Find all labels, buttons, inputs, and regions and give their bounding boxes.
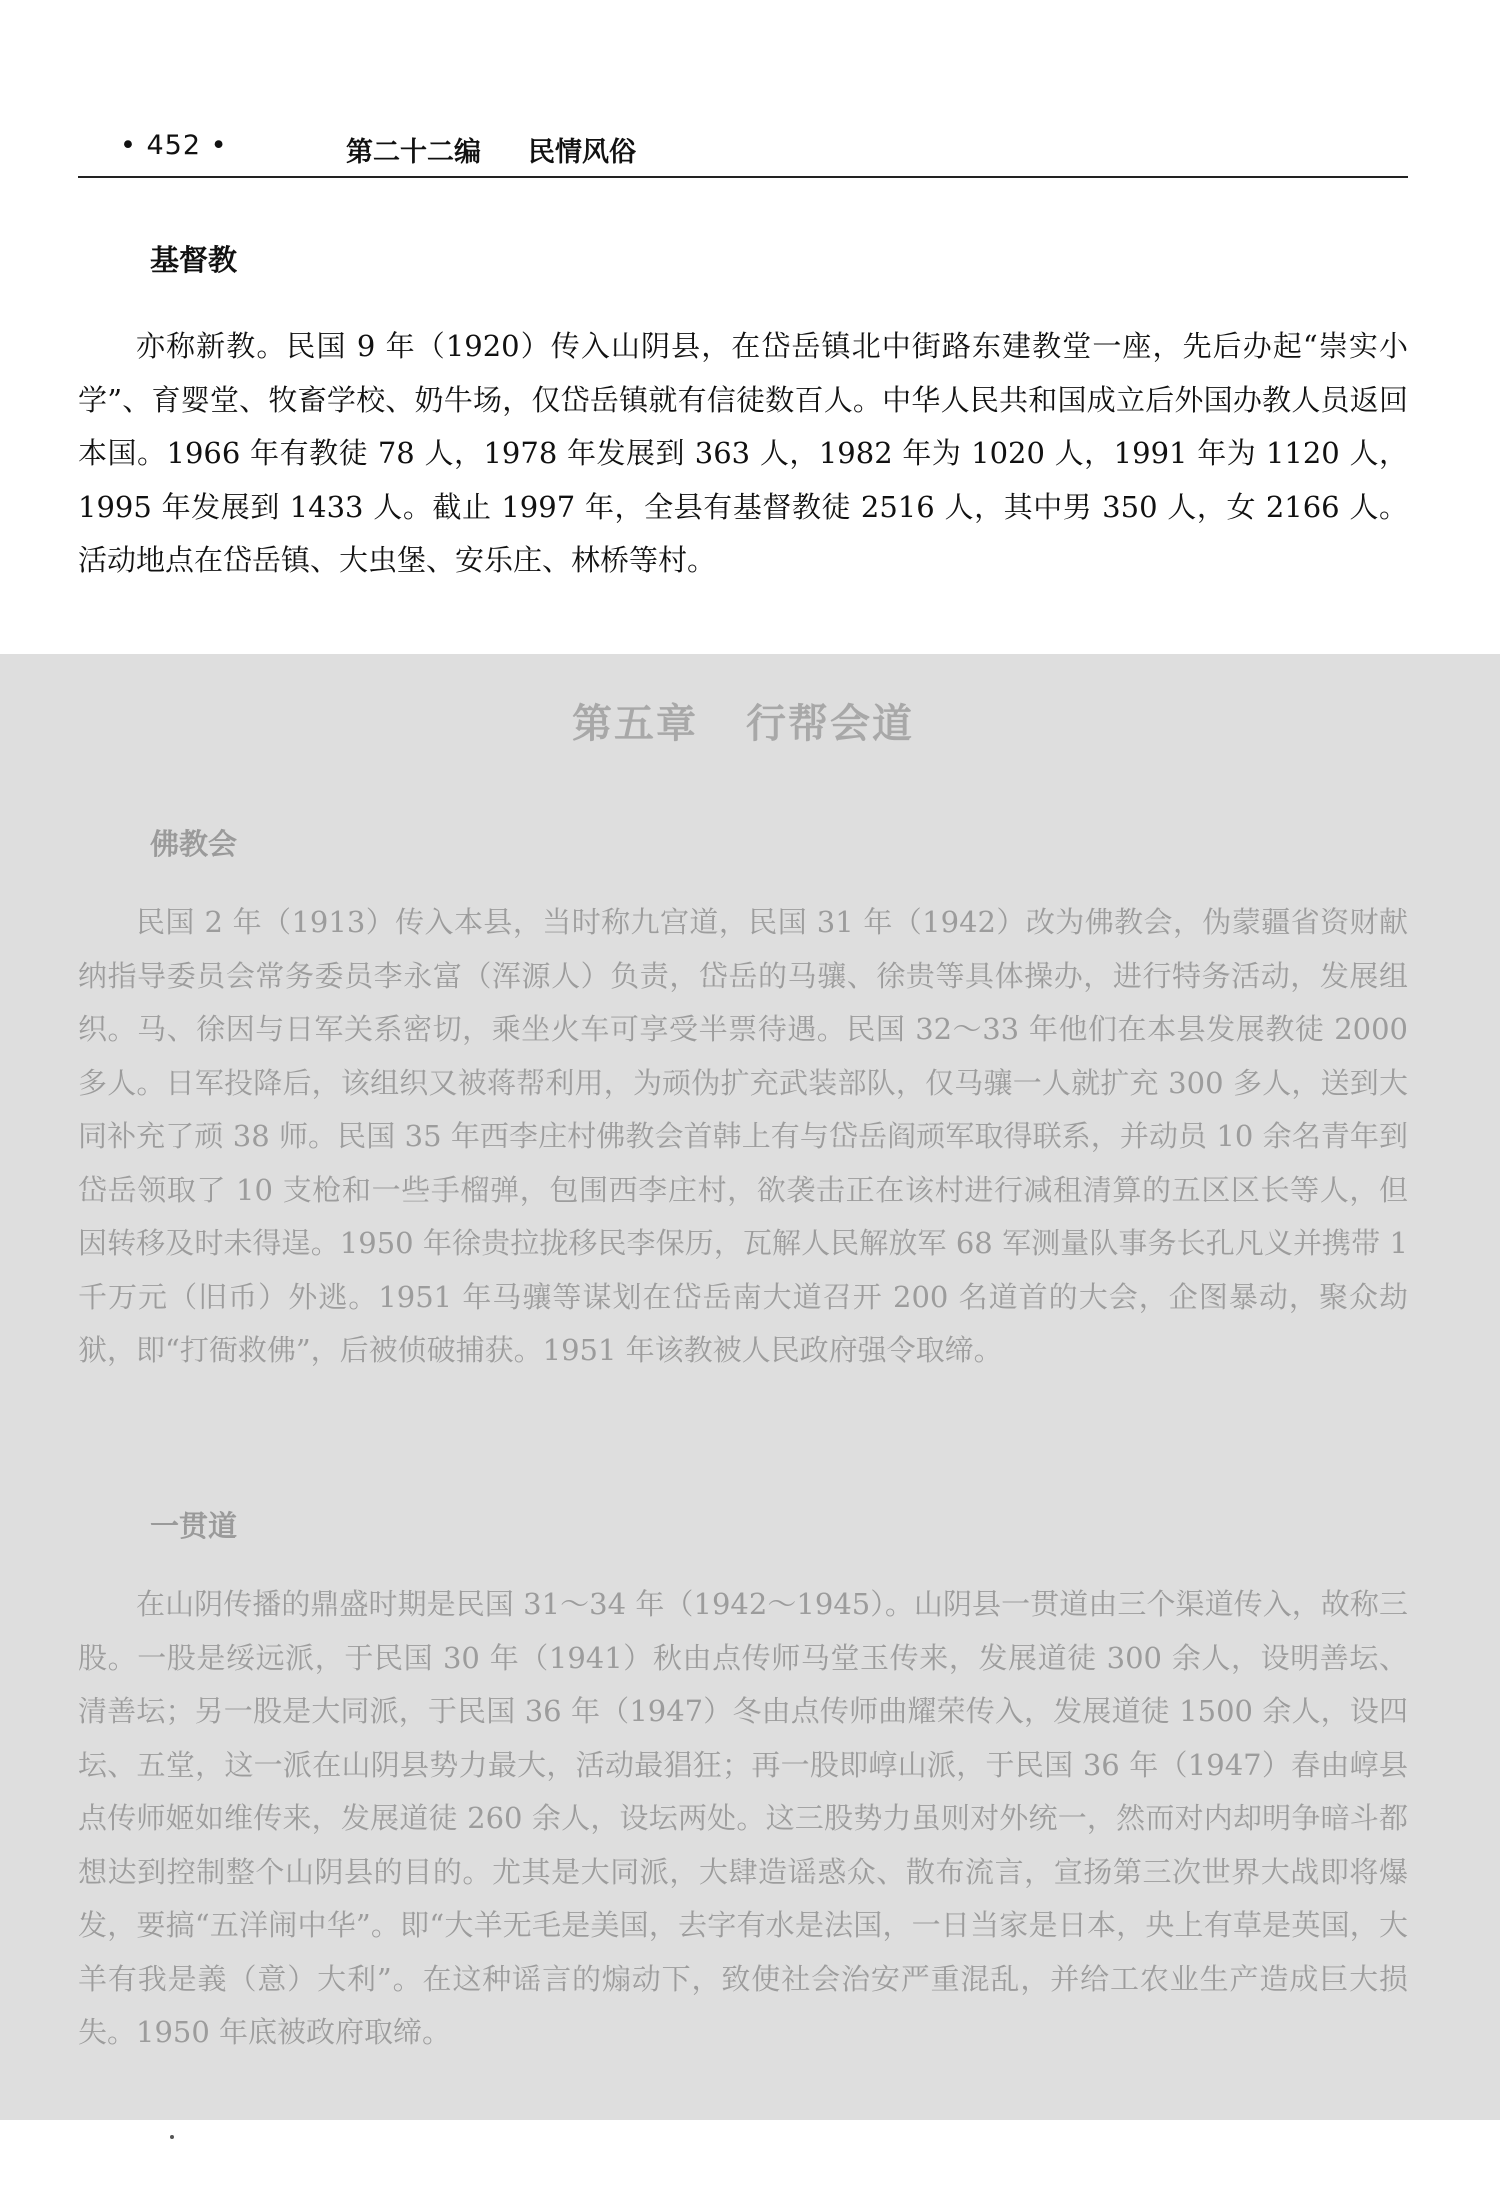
chapter-name: 行帮会道 — [746, 701, 914, 747]
chapter-title — [78, 692, 1408, 749]
christianity-title: 基督教 — [150, 243, 238, 277]
part-title: 第二十二编 — [346, 137, 481, 168]
page-header — [78, 126, 1408, 178]
christianity-body: 亦称新教。民国 9 年（1920）传入山阴县，在岱岳镇北中街路东建教堂一座，先后办起“崇实小学”、育婴堂、牧畜学校、奶牛场，仅岱岳镇就有信徒数百人。中华人民共和国成立后外国办教人员返回本国。1966 年有教徒 78 人，1978 年发展到 363 人，1982 年为 1020 人，1991 年为 1120 人，1995 年发展到 1433 人。截止 1997 年，全县有基督教徒 2516 人，其中男 350 人，女 2166 人。活动地点在岱岳镇、大虫堡、安乐庄、林桥等村。 — [78, 329, 1408, 577]
buddhist-society-body: 民国 2 年（1913）传入本县，当时称九宫道，民国 31 年（1942）改为佛教会，伪蒙疆省资财献纳指导委员会常务委员李永富（浑源人）负责，岱岳的马骧、徐贵等具体操办，进行特务活动，发展组织。马、徐因与日军关系密切，乘坐火车可享受半票待遇。民国 32～33 年他们在本县发展教徒 2000 多人。日军投降后，该组织又被蒋帮利用，为顽伪扩充武装部队，仅马骧一人就扩充 300 多人，送到大同补充了顽 38 师。民国 35 年西李庄村佛教会首韩上有与岱岳阎顽军取得联系，并动员 10 余名青年到岱岳领取了 10 支枪和一些手榴弹，包围西李庄村，欲袭击正在该村进行减租清算的五区区长等人，但因转移及时未得逞。1950 年徐贵拉拢移民李保历，瓦解人民解放军 68 军测量队事务长孔凡义并携带 1 千万元（旧币）外逃。1951 年马骧等谋划在岱岳南大道召开 200 名道首的大会，企图暴动，聚众劫狱，即“打衙救佛”，后被侦破捕获。1951 年该教被人民政府强令取缔。 — [78, 905, 1408, 1367]
page-number: • 452 • — [120, 130, 228, 161]
scan-speck — [170, 2135, 174, 2139]
chapter-number: 第五章 — [572, 701, 698, 747]
chapter-five-region — [0, 654, 1500, 2120]
yiguandao-title: 一贯道 — [150, 1509, 238, 1543]
christianity-section — [78, 240, 1408, 588]
yiguandao-body: 在山阴传播的鼎盛时期是民国 31～34 年（1942～1945）。山阴县一贯道由三个渠道传入，故称三股。一股是绥远派，于民国 30 年（1941）秋由点传师马堂玉传来，发展道徒 300 余人，设明善坛、清善坛；另一股是大同派，于民国 36 年（1947）冬由点传师曲耀荣传入，发展道徒 1500 余人，设四坛、五堂，这一派在山阴县势力最大，活动最猖狂；再一股即崞山派，于民国 36 年（1947）春由崞县点传师姬如维传来，发展道徒 260 余人，设坛两处。这三股势力虽则对外统一，然而对内却明争暗斗都想达到控制整个山阴县的目的。尤其是大同派，大肆造谣惑众、散布流言，宣扬第三次世界大战即将爆发，要搞“五洋闹中华”。即“大羊无毛是美国，去字有水是法国，一日当家是日本，央上有草是英国，大羊有我是義（意）大利”。在这种谣言的煽动下，致使社会治安严重混乱，并给工农业生产造成巨大损失。1950 年底被政府取缔。 — [78, 1587, 1408, 2049]
section-name: 民情风俗 — [528, 137, 636, 168]
buddhist-society-title: 佛教会 — [150, 827, 238, 861]
